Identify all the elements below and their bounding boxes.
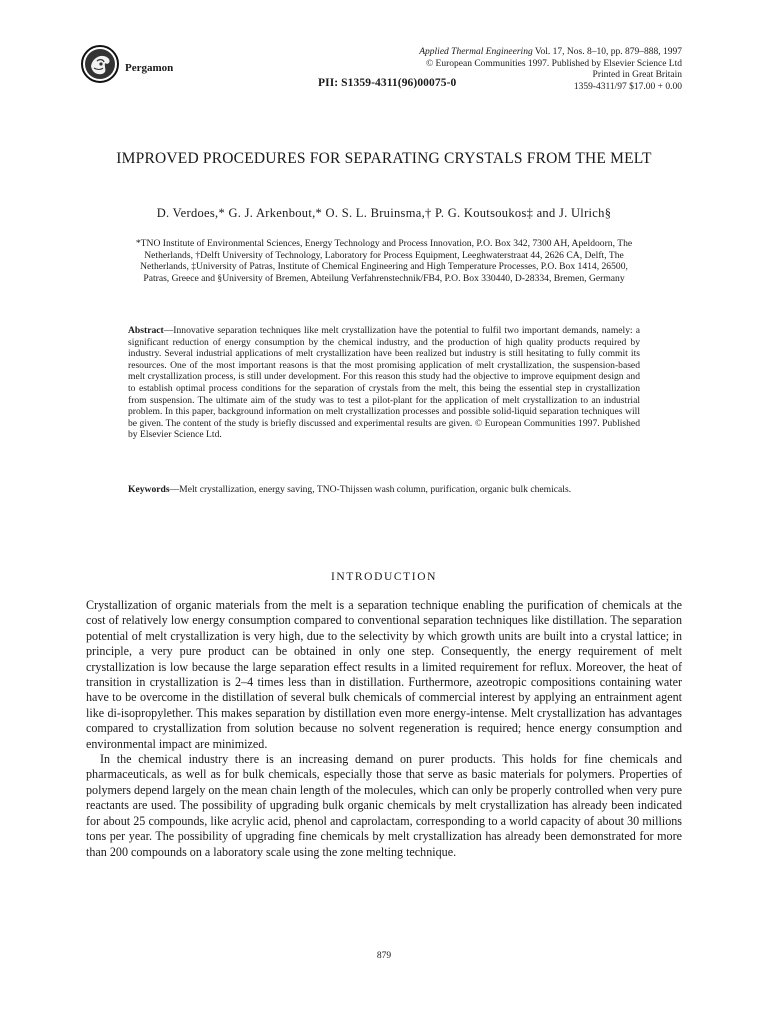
body-text [86, 598, 682, 860]
abstract [128, 325, 640, 441]
issn-price: 1359-4311/97 $17.00 + 0.00 [573, 81, 682, 92]
journal-citation-line [419, 47, 682, 59]
copyright-line: © European Communities 1997. Published by Elsevier Science Ltd [425, 58, 682, 69]
section-heading: INTRODUCTION [330, 571, 438, 583]
abstract-text: —Innovative separation techniques like melt crystallization have the potential to fulfil two important demands, namely: a significant reduction of energy consumption by the chemical industry, and the production of high quality products required by industry. Several industrial applications of melt crystallization have been realized but industry is still hesitating to fully commit its resources. One of the most important reasons is that the most promising application of melt crystallization, the suspension-based melt crystallization process, is still under development. For this reason this study had the objective to improve equipment design and to establish optimal process conditions for the separation of crystals from the melt, this being the essential step in crystallization from suspension. The ultimate aim of the study was to test a pilot-plant for the application of melt crystallization to an industrial problem. In this paper, background information on melt crystallization processes and possible solid-liquid separation techniques will be given. The content of the study is briefly discussed and experimental results are given. © European Communities 1997. Published by Elsevier Science Ltd. [128, 325, 640, 441]
keywords-label: Keywords [128, 484, 170, 495]
paragraph: In the chemical industry there is an increasing demand on purer products. This holds for fine chemicals and pharmaceuticals, as well as for bulk chemicals, especially those that serve as basic materials for polymers. Properties of polymers depend largely on the mean chain length of the molecules, which can only be properly controlled when very pure reactants are used. The possibility of upgrading bulk organic chemicals by melt crystallization has already been indicated for about 25 compounds, like acrylic acid, phenol and caprolactam, corresponding to a world capacity of about 30 millions tons per year. The possibility of upgrading fine chemicals by melt crystallization has already been demonstrated for more than 200 compounds on a laboratory scale using the zone melting technique. [86, 752, 682, 859]
abstract-label: Abstract [128, 325, 164, 336]
journal-citation: Vol. 17, Nos. 8–10, pp. 879–888, 1997 [532, 47, 682, 57]
keywords [128, 484, 640, 496]
author-list: D. Verdoes,* G. J. Arkenbout,* O. S. L. Bruinsma,† P. G. Koutsoukos‡ and J. Ulrich§ [156, 206, 612, 220]
affiliations: *TNO Institute of Environmental Sciences, Energy Technology and Process Innovation, P.O. Box 342, 7300 AH, Apeldoorn, The Netherlands, †Delft University of Technology, Laboratory for Process Equipment, Leeghwaterstraat 44, 2626 CA, Delft, The Netherlands, ‡University of Patras, Institute of Chemical Engineering and High Temperature Processes, P.O. Box 1414, 26500, Patras, Greece and §University of Bremen, Abteilung Verfahrenstechnik/FB4, P.O. Box 330440, D-28334, Bremen, Germany [135, 238, 633, 284]
journal-info [419, 47, 682, 93]
article-title: IMPROVED PROCEDURES FOR SEPARATING CRYSTALS FROM THE MELT [116, 150, 652, 167]
paragraph: Crystallization of organic materials from the melt is a separation technique enabling the purification of chemicals at the cost of relatively low energy consumption compared to conventional separation techniques like distillation. The separation potential of melt crystallization is very high, due to the selectivity by which growth units are built into a crystal lattice; in principle, a very pure product can be obtained in only one step. Consequently, the energy requirement of melt crystallization is low because the large separation effect results in a limited requirement for reflux. Moreover, the heat of transition in crystallization is 2–4 times less than in distillation. Furthermore, azeotropic compositions containing water have to be overcome in the distillation of several bulk chemicals of commercial interest by applying an entrainment agent like di-isopropylether. This makes separation by distillation even more energy-intense. Melt crystallization has advantages compared to crystallization from solution because no solvent regeneration is required; hence energy consumption and environmental impact are minimized. [86, 598, 682, 751]
keywords-text: —Melt crystallization, energy saving, TNO-Thijssen wash column, purification, organic bulk chemicals. [169, 484, 572, 495]
pii-identifier: PII: S1359-4311(96)00075-0 [318, 77, 457, 89]
journal-name: Applied Thermal Engineering [419, 47, 533, 57]
publisher-logo-icon [80, 44, 120, 84]
publisher-name: Pergamon [125, 62, 174, 74]
page-number: 879 [376, 951, 392, 961]
printed-line: Printed in Great Britain [592, 70, 682, 80]
